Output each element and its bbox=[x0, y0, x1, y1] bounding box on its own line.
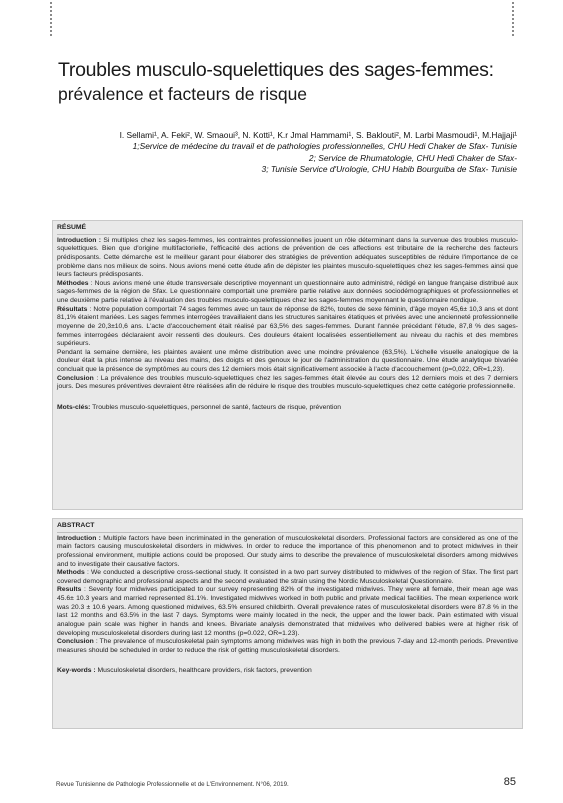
resume-intro-label: Introduction : bbox=[57, 236, 101, 244]
resume-divider bbox=[57, 234, 518, 235]
resume-results-text: : Notre population comportait 74 sages femmes avec un taux de réponse de 82%, toutes de sexe féminin, d'âge moyen 45,6± 10,3 ans et dont 81,1% étaient mariées. Les sages femmes interrogées travaillaient dans les structures sanitaires étatiques et privées avec une ancienneté professionnelle moyenne de 20,3±10,6 ans. L'acte d'accouchement était réalisé par 63,5% des sages-femmes. Durant l'année précédant l'étude, 87,8 % des sages-femmes interrogées déclaraient avoir ressenti des douleurs. Ces douleurs étaient localisées essentiellement au niveau du rachis et des membres supérieurs. bbox=[57, 305, 518, 348]
abstract-conclusion-text: : The prevalence of musculoskeletal pain symptoms among midwives was high in both the previous 7-day and 12-month periods. Preventive measures should be scheduled in order to reduce the risk of getting musculoskeletal disorders. bbox=[57, 638, 518, 654]
crop-mark-left bbox=[50, 2, 52, 38]
abstract-box bbox=[52, 518, 523, 729]
resume-methods-text: : Nous avions mené une étude transversale descriptive moyennant un questionnaire auto administré, rédigé en langue française distribué aux sages-femmes de la région de Sfax. Le questionnaire comportait une première partie relative aux données sociodémographiques et professionnelles et une deuxième partie relative à l'évaluation des troubles musculo-squelettiques chez les sages-femmes moyennant le questionnaire nordique. bbox=[57, 279, 518, 304]
author-list: I. Sellami¹, A. Feki², W. Smaoui³, N. Kotti¹, K.r Jmal Hammami¹, S. Baklouti², M. Larbi Masmoudi¹, M.Hajjaji¹ bbox=[119, 130, 517, 140]
resume-results-label: Résultats bbox=[57, 305, 88, 313]
affiliation-1: 1;Service de médecine du travail et de pathologies professionnelles, CHU Hedi Chaker de Sfax- Tunisie bbox=[132, 141, 517, 152]
abstract-methods-label: Methods bbox=[57, 569, 85, 577]
abstract-heading: ABSTRACT bbox=[57, 522, 95, 529]
abstract-results-label: Results bbox=[57, 586, 82, 594]
resume-conclusion-text: : La prévalence des troubles musculo-squelettiques chez les sages-femmes était élevée au cours des 12 derniers mois et des 7 derniers jours. Des mesures préventives devraient être réalisées afin de réduire le risque des troubles musculo-squelettiques chez cette catégorie professionnelle. bbox=[57, 374, 518, 391]
resume-conclusion bbox=[57, 375, 518, 392]
title-line-1: Troubles musculo-squelettiques des sages-femmes: bbox=[58, 59, 494, 81]
resume-methods-label: Méthodes bbox=[57, 279, 89, 287]
abstract-keywords-text: Musculoskeletal disorders, healthcare providers, risk factors, prevention bbox=[95, 667, 312, 675]
resume-keywords-label: Mots-clés: bbox=[57, 403, 91, 411]
abstract-intro-label: Introduction : bbox=[57, 534, 101, 542]
page-number: 85 bbox=[503, 776, 516, 788]
abstract-keywords bbox=[57, 667, 518, 676]
author-block bbox=[56, 130, 517, 175]
abstract-conclusion bbox=[57, 638, 518, 655]
abstract-results bbox=[57, 586, 518, 638]
article-title bbox=[58, 58, 528, 106]
journal-footer: Revue Tunisienne de Pathologie Professionnelle et de L'Environnement. N°06, 2019. bbox=[56, 781, 289, 788]
resume-heading: RÉSUMÉ bbox=[57, 224, 87, 231]
resume-introduction bbox=[57, 237, 518, 280]
resume-results-continued: Pendant la semaine dernière, les plaintes avaient une même distribution avec une moindre prévalence (63,5%). L'échelle visuelle analogique de la douleur était la plus intense au niveau des mains, des doigts et des genoux le jour de l'administration du questionnaire. Une étude analytique bivariée concluait que la présence de symptômes au cours des 12 derniers mois était significativement associée à l'acte d'accouchement (p=0,022, OR=1,23). bbox=[57, 348, 518, 373]
abstract-results-text: : Seventy four midwives participated to our survey representing 82% of the investigated midwives. They were all female, their mean age was 45.6± 10.3 years and married represented 81.1%. Investigated midwives worked in both public and private medical facilities. The mean experience work was 20.3 ± 10.6 years. Among questioned midwives, 63.5% ensured childbirth. Overall prevalence rates of musculoskeletal disorders were 87.8 % in the last 12 months and 63.5% in the last 7 days. Symptoms were mainly located in the neck, the upper and the lower back. Pain estimated with visual analogue pain scale was higher in hands and knees. Bivariate analysis demonstrated that midwives who delivered babies were at higher risk of developing musculoskeletal disorders during last 12 months (p=0.022, OR=1.23). bbox=[57, 586, 518, 637]
abstract-introduction bbox=[57, 535, 518, 570]
abstract-methods bbox=[57, 569, 518, 586]
abstract-keywords-label: Key-words : bbox=[57, 667, 96, 675]
resume-box bbox=[52, 220, 523, 510]
affiliation-3: 3; Tunisie Service d'Urologie, CHU Habib Bourguiba de Sfax- Tunisie bbox=[261, 163, 517, 174]
resume-results bbox=[57, 306, 518, 349]
abstract-intro-text: Multiple factors have been incriminated in the generation of musculoskeletal disorders. Professional factors are considered as one of the main factors causing musculoskeletal disorders in midwives. In order to reduce the importance of this phenomenon and to protect midwives in their professional environment, multiple actions could be proposed. Our study aims to describe the prevalence of musculoskeletal disorders among midwives and to investigate their causative factors. bbox=[57, 534, 518, 568]
resume-methods bbox=[57, 280, 518, 306]
resume-conclusion-label: Conclusion bbox=[57, 374, 94, 382]
title-line-2: prévalence et facteurs de risque bbox=[58, 84, 308, 104]
abstract-conclusion-label: Conclusion bbox=[57, 638, 94, 646]
resume-keywords bbox=[57, 404, 518, 413]
crop-mark-right bbox=[512, 2, 514, 38]
abstract-methods-text: : We conducted a descriptive cross-sectional study. It consisted in a two part survey distributed to midwives of the region of Sfax. The first part covered demographic and professional aspects and the second evaluated the strain using the Nordic Musculoskeletal Questionnaire. bbox=[57, 569, 518, 585]
abstract-divider bbox=[57, 532, 518, 533]
affiliation-2: 2; Service de Rhumatologie, CHU Hedi Chaker de Sfax- bbox=[308, 152, 517, 163]
resume-keywords-text: Troubles musculo-squelettiques, personnel de santé, facteurs de risque, prévention bbox=[90, 403, 342, 411]
resume-intro-text: Si multiples chez les sages-femmes, les contraintes professionnelles jouent un rôle déterminant dans la survenue des troubles musculo-squelettiques. Bien que d'origine multifactorielle, l'efficacité des actions de prévention de ces affections est tributaire de la recherche des facteurs prédisposants. Cette démarche est le meilleur garant pour élaborer des stratégies de prévention adéquates susceptibles de réduire l'importance de ce problème dans nos milieux de soins. Nous avions mené cette étude afin de dépister les plaintes musculo-squelettiques chez les sages-femmes ainsi que leurs facteurs prédisposants. bbox=[57, 236, 518, 279]
